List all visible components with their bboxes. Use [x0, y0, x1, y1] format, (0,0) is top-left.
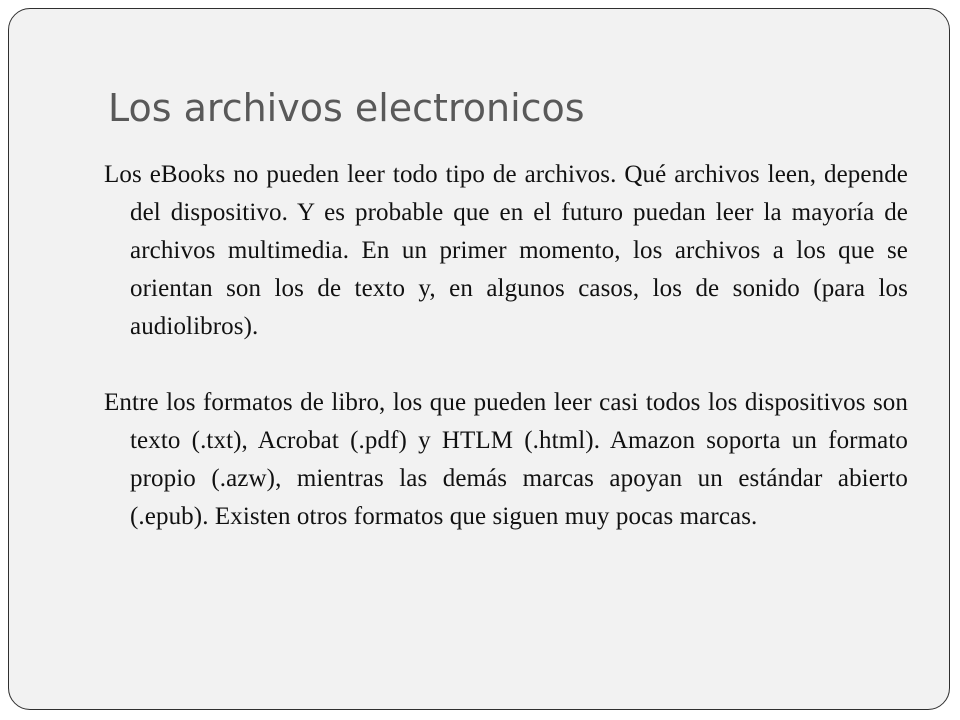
slide-body: [104, 156, 908, 536]
slide-title: Los archivos electronicos: [108, 86, 585, 130]
paragraph-file-types: Los eBooks no pueden leer todo tipo de archivos. Qué archivos leen, depende del dispositivo. Y es probable que en el futuro puedan leer la mayoría de archivos multimedia. En un primer momento, los archivos a los que se orientan son los de texto y, en algunos casos, los de sonido (para los audiolibros).: [104, 161, 908, 340]
paragraph-book-formats: Entre los formatos de libro, los que pueden leer casi todos los dispositivos son texto (.txt), Acrobat (.pdf) y HTLM (.html). Amazon soporta un formato propio (.azw), mientras las demás marcas apoyan un estándar abierto (.epub). Existen otros formatos que siguen muy pocas marcas.: [104, 389, 908, 530]
